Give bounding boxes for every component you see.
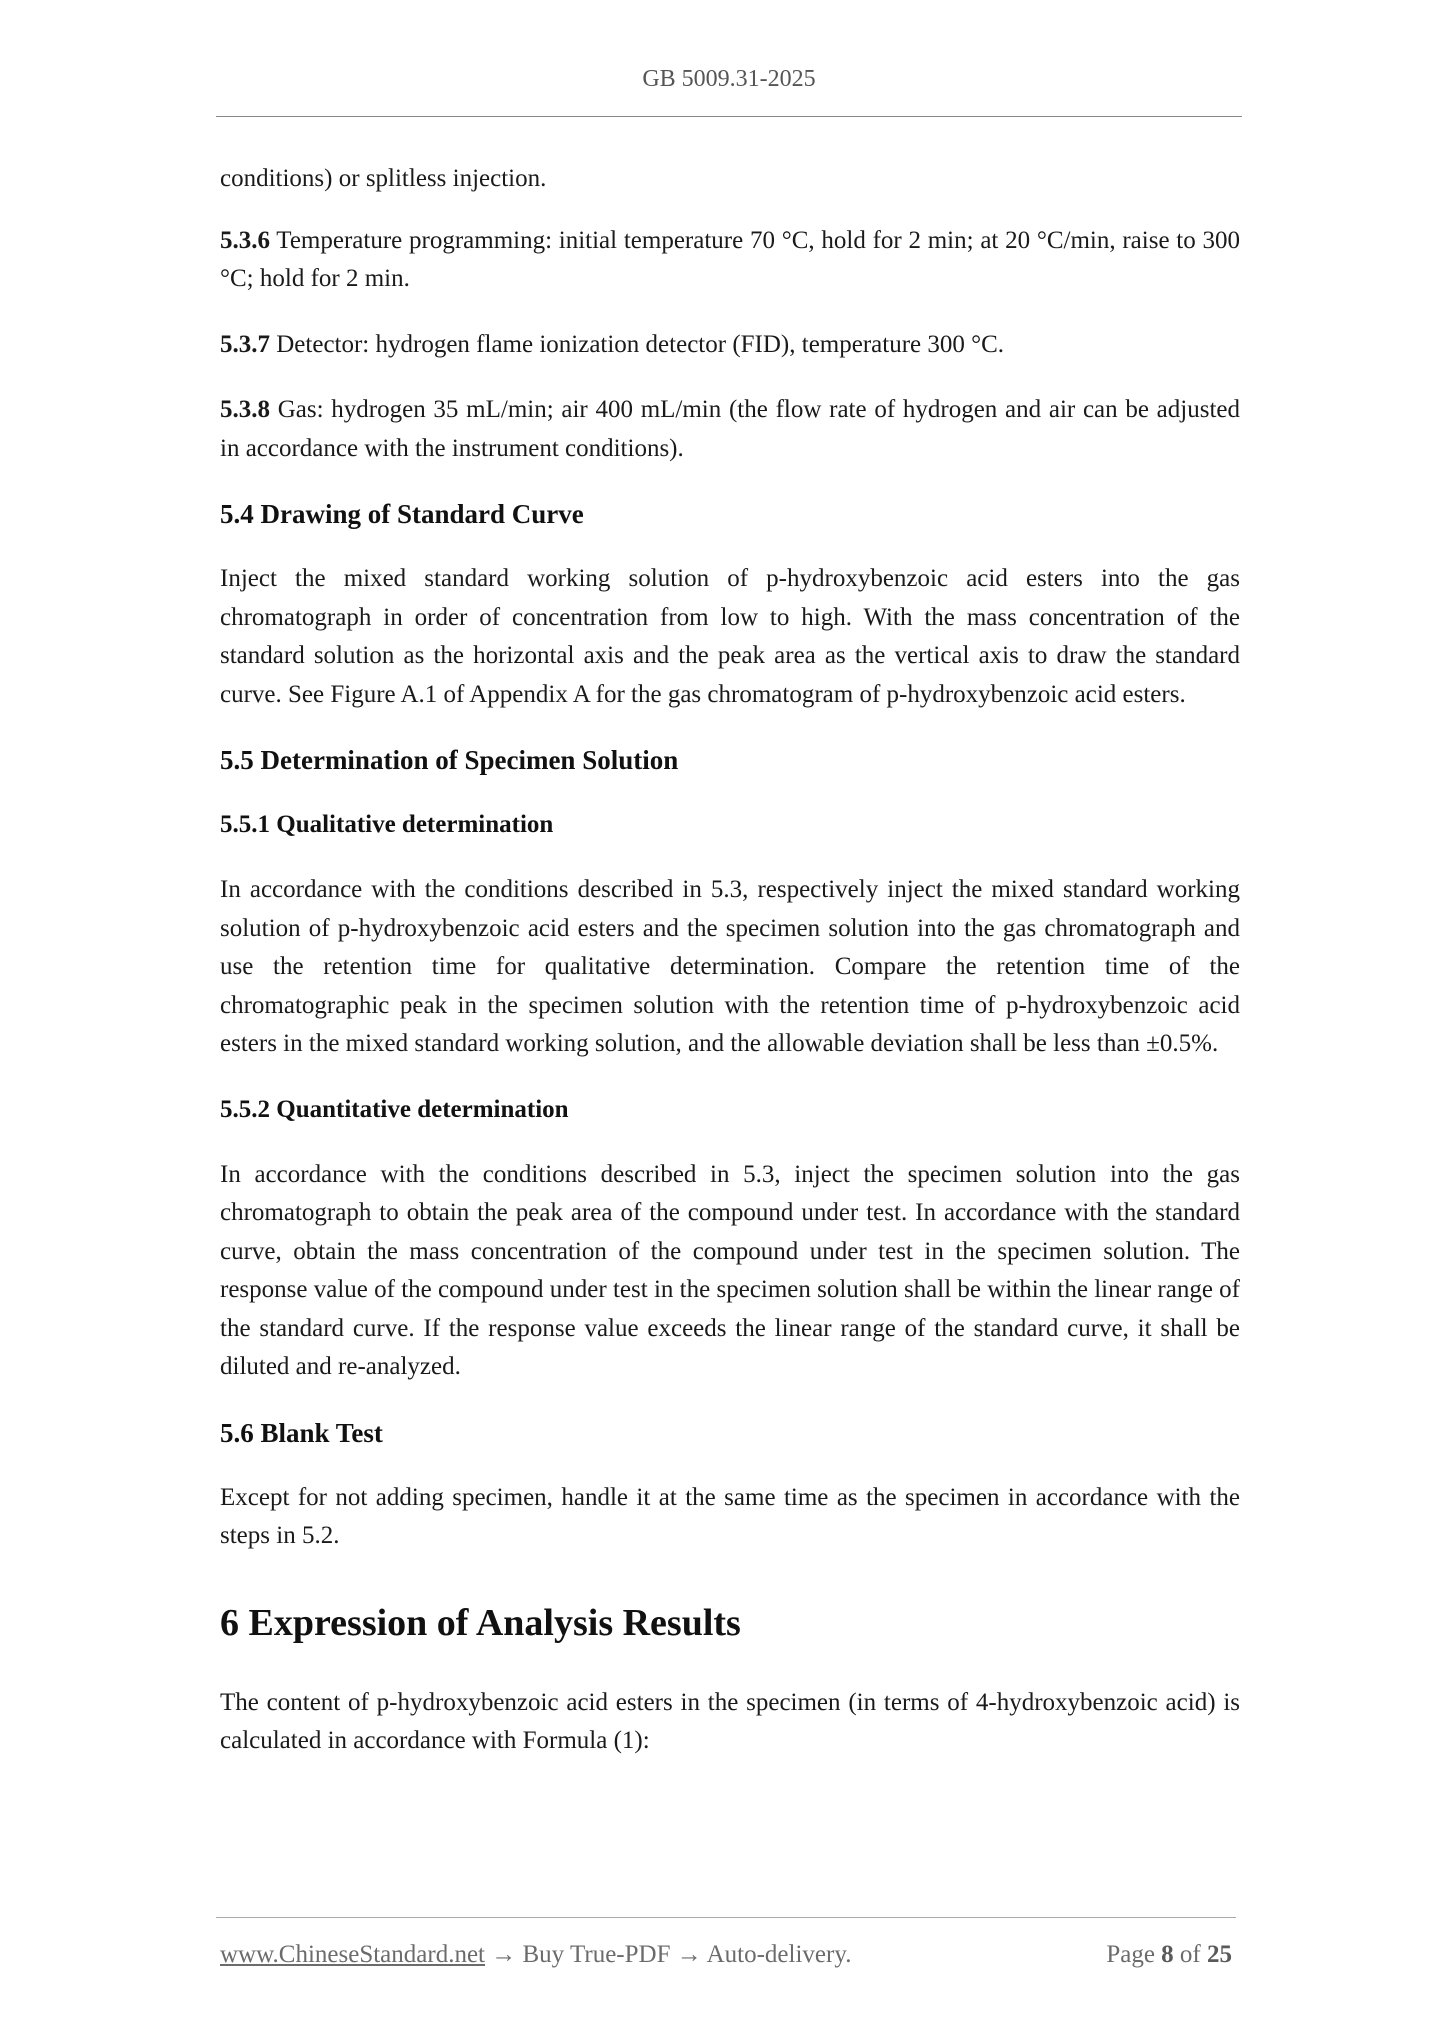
clause-text: Gas: hydrogen 35 mL/min; air 400 mL/min (the flow rate of hydrogen and air can be adjusted in accordance with the instrument conditions). [220,396,1240,462]
footer-promo [220,1938,851,1972]
page-word: Page [1106,1941,1162,1968]
page-current: 8 [1161,1941,1174,1968]
clause-number: 5.3.7 [220,330,270,358]
paragraph-blank-test: Except for not adding specimen, handle it at the same time as the specimen in accordance with the steps in 5.2. [220,1483,1240,1549]
delivery-text: Auto-delivery. [701,1941,852,1968]
buy-text: Buy True-PDF [516,1941,677,1968]
footer-divider [216,1917,1236,1918]
page-indicator [1106,1938,1232,1972]
paragraph-continuation: conditions) or splitless injection. [220,165,547,192]
clause-text: Temperature programming: initial temperature 70 °C, hold for 2 min; at 20 °C/min, raise to 300 °C; hold for 2 min. [220,226,1240,292]
paragraph-quantitative: In accordance with the conditions described in 5.3, inject the specimen solution into the gas chromatograph to obtain the peak area of the compound under test. In accordance with the standard curve, obtain the mass concentration of the compound under test in the specimen solution. The response value of the compound under test in the specimen solution shall be within the linear range of the standard curve. If the response value exceeds the linear range of the standard curve, it shall be diluted and re-analyzed. [220,1160,1240,1380]
header-divider [216,116,1242,117]
running-header: GB 5009.31-2025 [642,66,816,92]
clause-number: 5.3.6 [220,226,270,254]
arrow-right-icon: → [676,1941,702,1968]
paragraph-formula-intro: The content of p-hydroxybenzoic acid esters in the specimen (in terms of 4-hydroxybenzoic acid) is calculated in accordance with Formula (1): [220,1688,1240,1754]
chapter-heading-6: 6 Expression of Analysis Results [220,1601,741,1644]
section-heading-5-6: 5.6 Blank Test [220,1417,383,1448]
clause-text: Detector: hydrogen flame ionization detector (FID), temperature 300 °C. [270,330,1005,358]
clause-5-3-6 [220,222,1240,299]
section-heading-5-4: 5.4 Drawing of Standard Curve [220,499,584,529]
page-body [220,160,1240,1788]
clause-5-3-8 [220,391,1240,468]
section-heading-5-5: 5.5 Determination of Specimen Solution [220,745,679,775]
website-link[interactable]: www.ChineseStandard.net [220,1941,485,1968]
clause-number: 5.3.8 [220,396,270,423]
subsection-heading-5-5-1: 5.5.1 Qualitative determination [220,811,554,838]
arrow-right-icon: → [491,1941,517,1968]
of-word: of [1173,1941,1207,1968]
clause-5-3-7 [220,326,1240,365]
paragraph-qualitative: In accordance with the conditions described in 5.3, respectively inject the mixed standard working solution of p-hydroxybenzoic acid esters and the specimen solution into the gas chromatograph and use the retention time for qualitative determination. Compare the retention time of the chromatographic peak in the specimen solution with the retention time of p-hydroxybenzoic acid esters in the mixed standard working solution, and the allowable deviation shall be less than ±0.5%. [220,876,1240,1057]
paragraph-standard-curve: Inject the mixed standard working solution of p-hydroxybenzoic acid esters into the gas chromatograph in order of concentration from low to high. With the mass concentration of the standard solution as the horizontal axis and the peak area as the vertical axis to draw the standard curve. See Figure A.1 of Appendix A for the gas chromatogram of p-hydroxybenzoic acid esters. [220,565,1240,708]
subsection-heading-5-5-2: 5.5.2 Quantitative determination [220,1095,569,1123]
page-total: 25 [1207,1941,1232,1968]
